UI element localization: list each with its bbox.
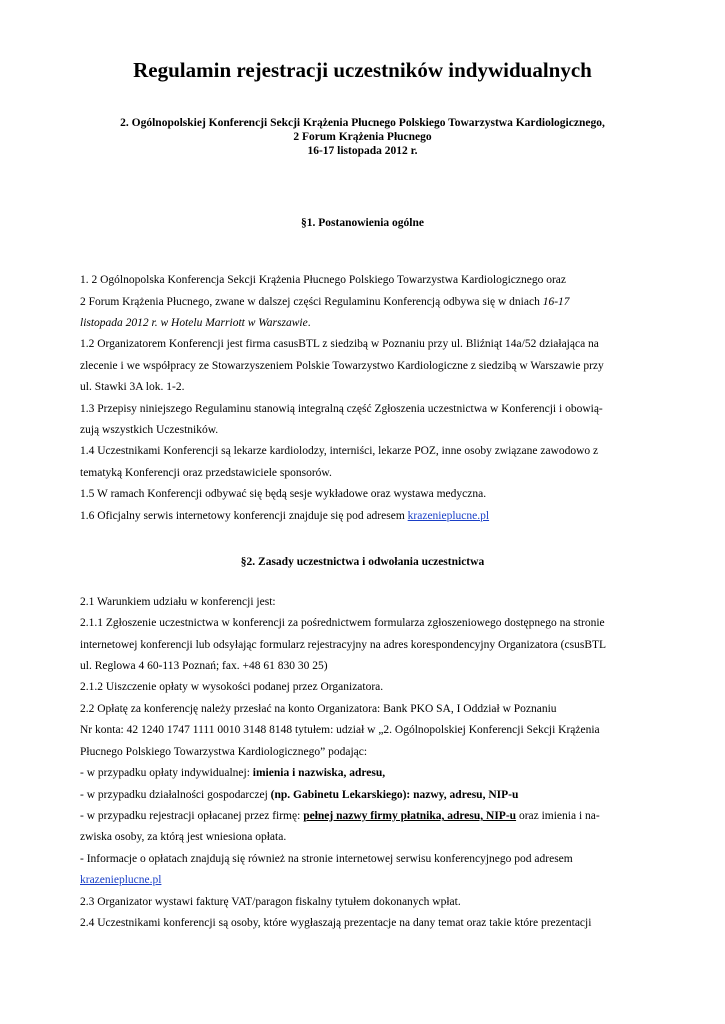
bold-text: (np. Gabinetu Lekarskiego): nazwy, adresu, NIP-u [270, 789, 519, 801]
paragraph-line: 1. 2 Ogólnopolska Konferencja Sekcji Krążenia Płucnego Polskiego Towarzystwa Kardiologicznego oraz [80, 274, 566, 286]
paragraph-line: 1.5 W ramach Konferencji odbywać się będą sesje wykładowe oraz wystawa medyczna. [80, 488, 487, 500]
section-1-heading: §1. Postanowienia ogólne [301, 217, 424, 229]
paragraph-line: 1.3 Przepisy niniejszego Regulaminu stanowią integralną część Zgłoszenia uczestnictwa w Konferencji i obowią- [80, 403, 603, 415]
text-run: 2 Forum Krążenia Płucnego, zwane w dalszej części Regulaminu Konferencją odbywa się w dniach [80, 296, 543, 308]
paragraph-line: 2.1.1 Zgłoszenie uczestnictwa w konferencji za pośrednictwem formularza zgłoszeniowego dostępnego na stronie [80, 617, 605, 629]
paragraph-line [80, 767, 640, 779]
paragraph-line [80, 789, 640, 801]
paragraph-line: ul. Reglowa 4 60-113 Poznań; fax. +48 61 830 30 25) [80, 660, 328, 672]
paragraph-line: Płucnego Polskiego Towarzystwa Kardiologicznego” podając: [80, 746, 368, 758]
paragraph-line [80, 317, 640, 329]
paragraph-line: 2.1.2 Uiszczenie opłaty w wysokości podanej przez Organizatora. [80, 681, 384, 693]
paragraph-line [80, 874, 640, 886]
bold-underlined-text: pełnej nazwy firmy płatnika, adresu, NIP-u [303, 810, 517, 822]
paragraph-line: 2.3 Organizator wystawi fakturę VAT/paragon fiskalny tytułem dokonanych wpłat. [80, 896, 461, 908]
subtitle-line: 16-17 listopada 2012 r. [307, 145, 418, 157]
paragraph-line: zlecenie i we współpracy ze Stowarzyszeniem Polskie Towarzystwo Kardiologiczne z siedzibą w Warszawie przy [80, 360, 604, 372]
paragraph-line: - Informacje o opłatach znajdują się również na stronie internetowej serwisu konferencyjnego pod adresem [80, 853, 573, 865]
paragraph-line [80, 810, 640, 822]
paragraph-line [80, 296, 640, 308]
text-run: - w przypadku działalności gospodarczej [80, 789, 271, 801]
paragraph-line [80, 510, 640, 522]
section-2-heading: §2. Zasady uczestnictwa i odwołania uczestnictwa [240, 556, 485, 568]
paragraph-line: zwiska osoby, za którą jest wniesiona opłata. [80, 831, 287, 843]
paragraph-line: 1.2 Organizatorem Konferencji jest firma casusBTL z siedzibą w Poznaniu przy ul. Bliźniąt 14a/52 działająca na [80, 338, 599, 350]
paragraph-line: 1.4 Uczestnikami Konferencji są lekarze kardiolodzy, interniści, lekarze POZ, inne osoby związane zawodowo z [80, 445, 599, 457]
text-run: 1.6 Oficjalny serwis internetowy konferencji znajduje się pod adresem [80, 510, 408, 522]
text-run: . [307, 317, 311, 329]
text-run: - w przypadku opłaty indywidualnej: [80, 767, 253, 779]
text-run: oraz imienia i na- [516, 810, 600, 822]
subtitle-line: 2 Forum Krążenia Płucnego [293, 131, 432, 143]
paragraph-line: zują wszystkich Uczestników. [80, 424, 219, 436]
document-title: Regulamin rejestracji uczestników indywidualnych [133, 58, 592, 82]
website-link[interactable]: krazenieplucne.pl [407, 510, 490, 522]
text-run: - w przypadku rejestracji opłacanej przez firmę: [80, 810, 304, 822]
venue-text: listopada 2012 r. w Hotelu Marriott w Warszawie [80, 317, 308, 329]
date-text: 16-17 [542, 296, 570, 308]
subtitle-line: 2. Ogólnopolskiej Konferencji Sekcji Krążenia Płucnego Polskiego Towarzystwa Kardiologicznego, [120, 117, 605, 129]
paragraph-line: tematyką Konferencji oraz przedstawiciele sponsorów. [80, 467, 332, 479]
document-subtitle [0, 116, 725, 158]
paragraph-line: 2.1 Warunkiem udziału w konferencji jest: [80, 596, 276, 608]
paragraph-line: ul. Stawki 3A lok. 1-2. [80, 381, 185, 393]
paragraph-line: internetowej konferencji lub odsyłając formularz rejestracyjny na adres korespondencyjny Organizatora (csusBTL [80, 639, 607, 651]
bold-text: imienia i nazwiska, adresu, [252, 767, 386, 779]
paragraph-line: 2.4 Uczestnikami konferencji są osoby, które wygłaszają prezentacje na dany temat oraz takie które prezentacji [80, 917, 592, 929]
website-link[interactable]: krazenieplucne.pl [80, 874, 162, 886]
paragraph-line: 2.2 Opłatę za konferencję należy przesłać na konto Organizatora: Bank PKO SA, I Oddział w Poznaniu [80, 703, 557, 715]
paragraph-line: Nr konta: 42 1240 1747 1111 0010 3148 8148 tytułem: udział w „2. Ogólnopolskiej Konferencji Sekcji Krążenia [80, 724, 600, 736]
